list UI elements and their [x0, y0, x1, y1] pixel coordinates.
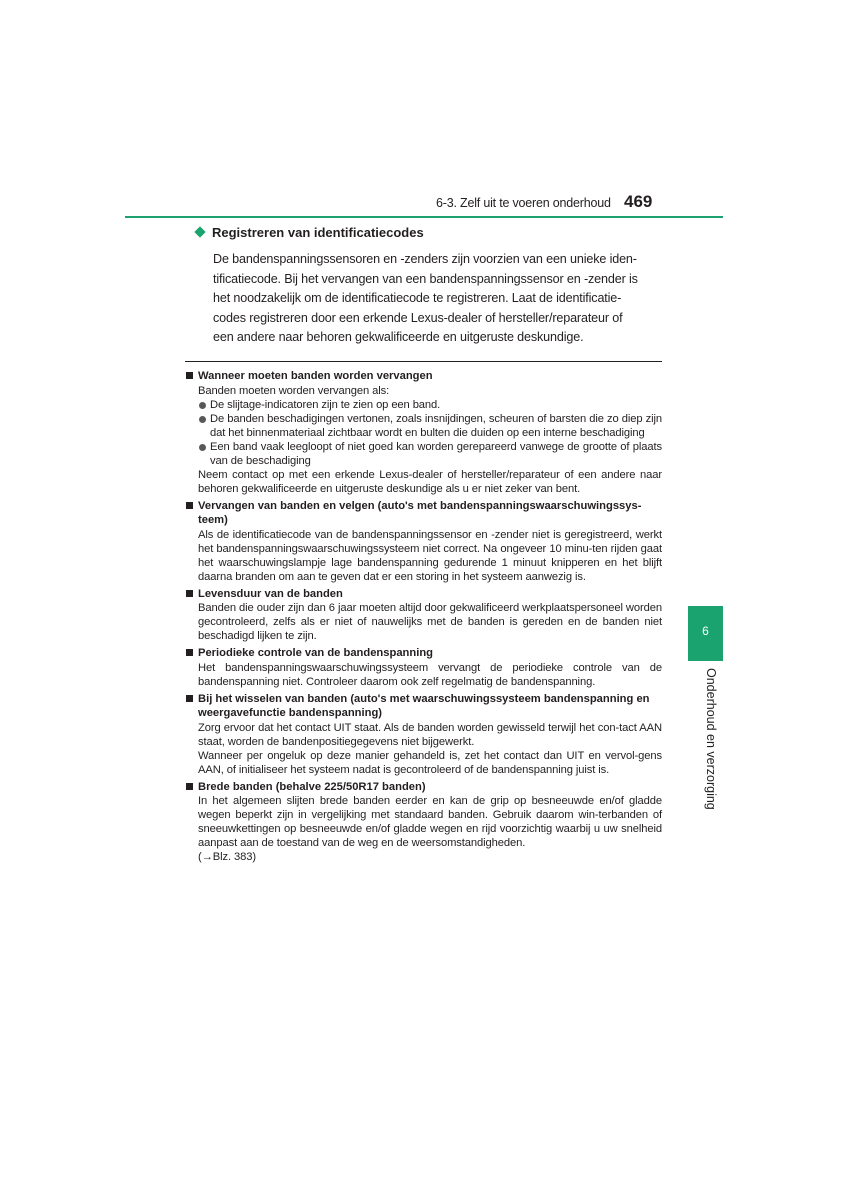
note-text: Als de identificatiecode van de bandenspanningssensor en -zender niet is geregistreerd, werkt het bandenspanningswaarschuwingssysteem niet correct. Na ongeveer 10 minu-ten rijden gaat het waarschuwingslampje lage bandenspanning gedurende 1 minuut knipperen en het blijft daarna branden om aan te geven dat er een storing in het systeem aanwezig is. — [198, 528, 662, 583]
note-title-tire-wheel-replacement — [186, 499, 662, 528]
page-number: 469 — [624, 192, 653, 211]
note-body-tire-replacement — [186, 384, 662, 496]
section-divider — [185, 361, 662, 362]
chapter-title: Onderhoud en verzorging — [704, 668, 718, 810]
list-item-text: Een band vaak leegloopt of niet goed kan worden gerepareerd vanwege de grootte of plaats van de beschadiging — [210, 440, 662, 467]
list-item — [198, 398, 662, 412]
note-body-pressure-check — [186, 661, 662, 689]
note-text: In het algemeen slijten brede banden eerder en kan de grip op besneeuwde en/of gladde wegen beperkt zijn in vergelijking met standaard banden. Gebruik daarom win-terbanden of sneeuwkettingen op besneeuwde en/of gladde wegen en rijd voorzichtig waarbij u uw snelheid aanpast aan de toestand van de weg en de weersomstandigheden. — [198, 795, 662, 849]
note-text: Banden die ouder zijn dan 6 jaar moeten altijd door gekwalificeerd werkplaatspersoneel worden gecontroleerd, zelfs als er niet of nauwelijks met de banden is gereden en de banden niet beschadigd lijken te zijn. — [198, 602, 662, 642]
square-bullet-icon — [186, 783, 193, 790]
note-intro: Banden moeten worden vervangen als: — [198, 384, 390, 397]
note-text: Het bandenspanningswaarschuwingssysteem vervangt de periodieke controle van de bandenspanning niet. Controleer daarom ook zelf regelmatig de bandenspanning. — [198, 661, 662, 688]
note-title-pressure-check — [186, 646, 662, 661]
notes-section — [186, 369, 662, 864]
registration-line: een andere naar behoren gekwalificeerde en uitgeruste deskundige. — [213, 330, 584, 345]
header-section-title: 6-3. Zelf uit te voeren onderhoud — [436, 196, 611, 210]
note-title-wide-tires — [186, 780, 662, 795]
bullet-dot-icon — [199, 402, 206, 409]
note-text: Zorg ervoor dat het contact UIT staat. Als de banden worden gewisseld terwijl het con-tact AAN staat, worden de bandenpositiegegevens niet bijgewerkt. — [198, 721, 662, 748]
bullet-dot-icon — [199, 416, 206, 423]
square-bullet-icon — [186, 649, 193, 656]
registration-heading — [194, 225, 664, 240]
square-bullet-icon — [186, 502, 193, 509]
note-title-text: Periodieke controle van de bandenspanning — [198, 647, 433, 659]
registration-title: Registreren van identificatiecodes — [212, 225, 424, 240]
note-title-text: Wanneer moeten banden worden vervangen — [198, 370, 433, 382]
list-item-text: De slijtage-indicatoren zijn te zien op een band. — [210, 398, 441, 411]
registration-line: het noodzakelijk om de identificatiecode te registreren. Laat de identificatie- — [213, 291, 622, 306]
bullet-dot-icon — [199, 444, 206, 451]
header-rule — [125, 216, 723, 218]
page-reference-link[interactable]: (→Blz. 383) — [198, 851, 256, 863]
note-title-text: Brede banden (behalve 225/50R17 banden) — [198, 780, 426, 793]
registration-line: codes registreren door een erkende Lexus-dealer of hersteller/reparateur of — [213, 310, 623, 325]
chapter-tab[interactable]: 6 — [688, 606, 723, 661]
diamond-bullet-icon — [194, 226, 205, 237]
note-body-tire-lifespan — [186, 601, 662, 643]
note-title-text: Vervangen van banden en velgen (auto's met bandenspanningswaarschuwingssys-teem) — [198, 499, 642, 526]
list-item-text: De banden beschadigingen vertonen, zoals insnijdingen, scheuren of barsten die zo diep zijn dat het binnenmateriaal zichtbaar wordt en bulten die duiden op een interne beschadiging — [210, 412, 662, 439]
registration-line: tificatiecode. Bij het vervangen van een bandenspanningssensor en -zender is — [213, 271, 638, 286]
note-title-text: Bij het wisselen van banden (auto's met waarschuwingssysteem bandenspanning en weergavefunctie bandenspanning) — [198, 692, 650, 719]
note-text: Wanneer per ongeluk op deze manier gehandeld is, zet het contact dan UIT en vervol-gens AAN, of initialiseer het systeem nadat is gecontroleerd of de bandenspanning juist is. — [198, 749, 662, 776]
note-title-tire-replacement — [186, 369, 662, 384]
note-outro: Neem contact op met een erkende Lexus-dealer of hersteller/reparateur of een andere naar behoren gekwalificeerde en uitgeruste deskundige als u er niet zeker van bent. — [198, 468, 662, 495]
list-item — [198, 440, 662, 468]
list-item — [198, 412, 662, 440]
registration-body — [213, 250, 659, 348]
registration-line: De bandenspanningssensoren en -zenders zijn voorzien van een unieke iden- — [213, 252, 637, 266]
square-bullet-icon — [186, 372, 193, 379]
note-title-tire-rotation — [186, 692, 662, 721]
note-title-text: Levensduur van de banden — [198, 587, 343, 600]
note-body-wide-tires — [186, 794, 662, 864]
square-bullet-icon — [186, 590, 193, 597]
square-bullet-icon — [186, 695, 193, 702]
note-body-tire-wheel-replacement — [186, 528, 662, 584]
note-title-tire-lifespan — [186, 587, 662, 602]
note-body-tire-rotation — [186, 721, 662, 777]
